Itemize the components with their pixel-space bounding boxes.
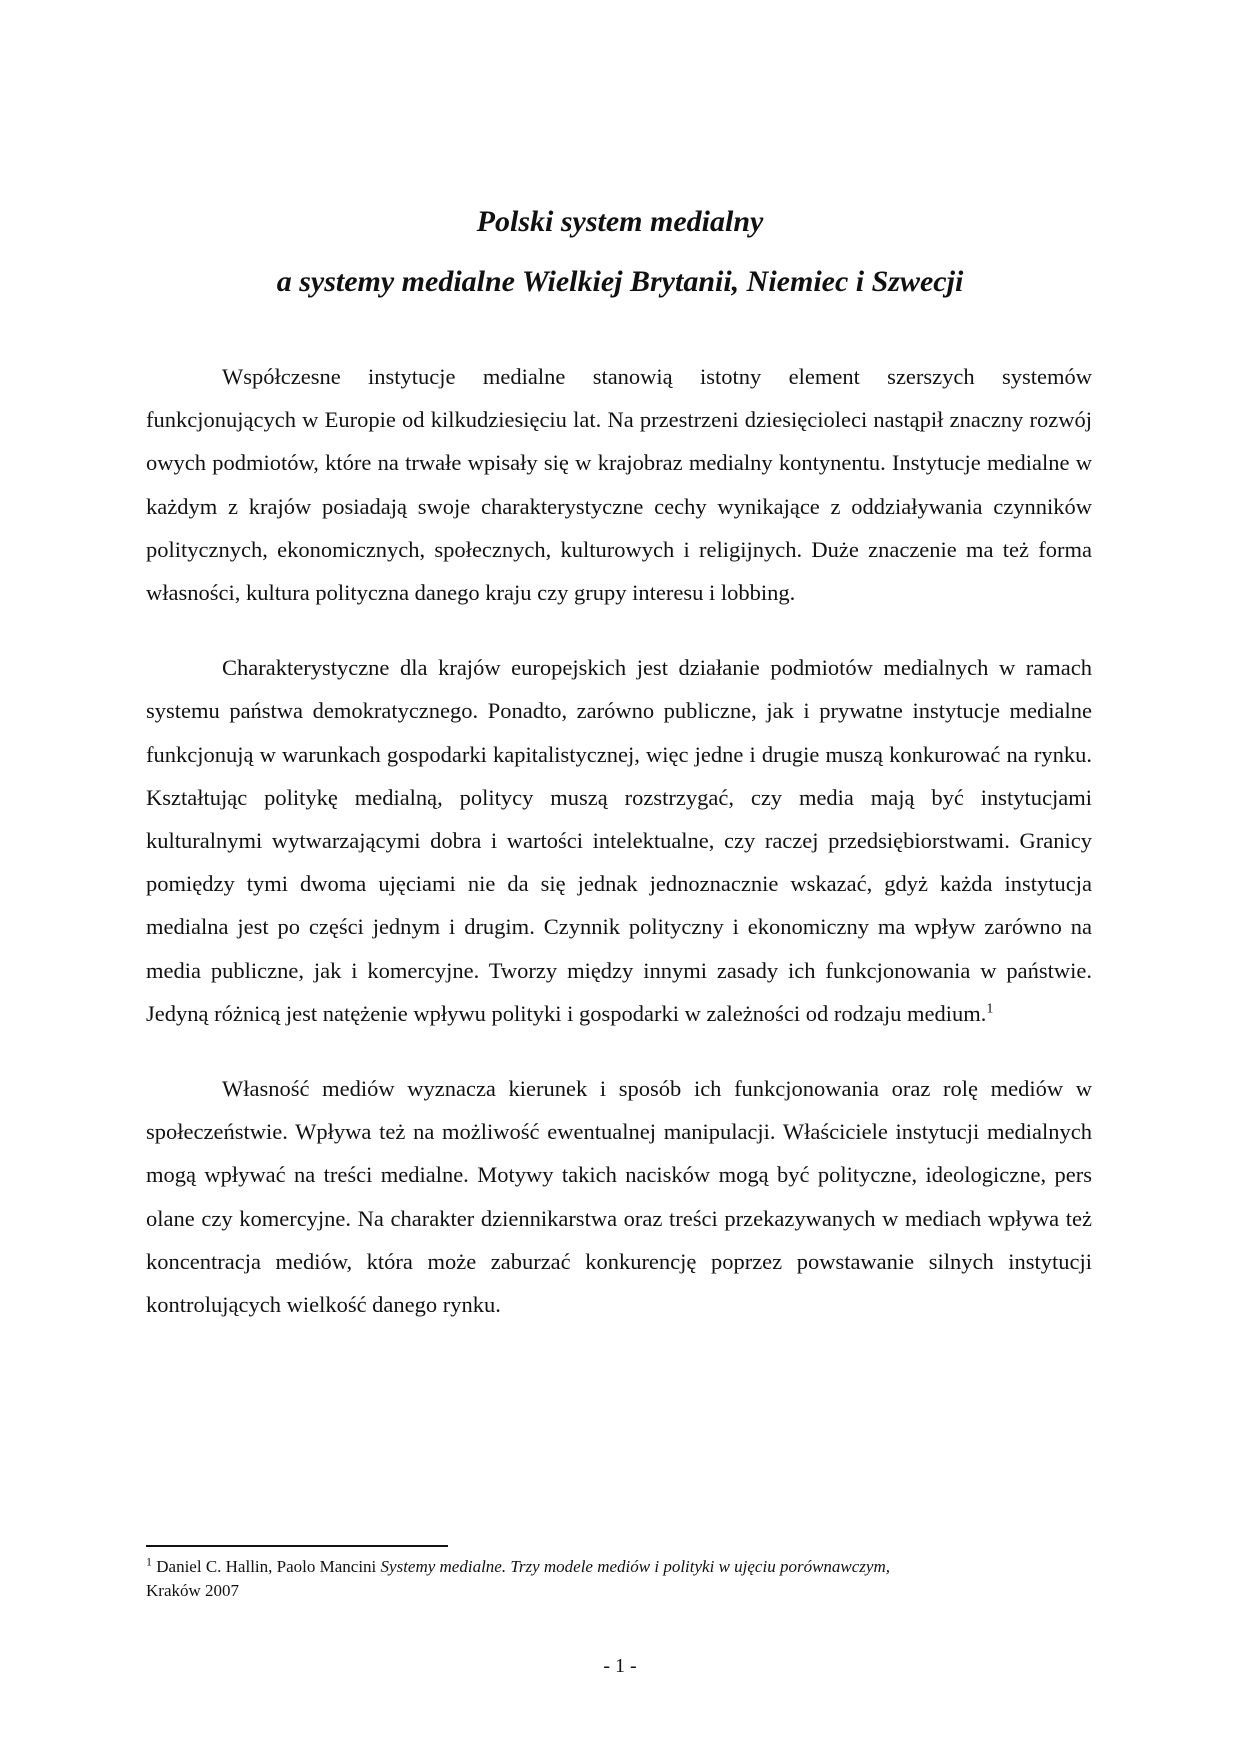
paragraph-2 [146,646,1092,1035]
document-title [0,192,1240,312]
footnote-separator [146,1545,448,1547]
paragraph-3 [146,1067,1092,1326]
paragraph-2-text: Charakterystyczne dla krajów europejskich jest działanie podmiotów medialnych w ramach systemu państwa demokratycznego. Ponadto, zarówno publiczne, jak i prywatne instytucje medialne funkcjonują w warunkach gospodarki kapitalistycznej, więc jedne i drugie muszą konkurować na rynku. Kształtując politykę medialną, politycy muszą rozstrzygać, czy media mają być instytucjami kulturalnymi wytwarzającymi dobra i wartości intelektualne, czy raczej przedsiębiorstwami. Granicy pomiędzy tymi dwoma ujęciami nie da się jednak jednoznacznie wskazać, gdyż każda instytucja medialna jest po części jednym i drugim. Czynnik polityczny i ekonomiczny ma wpływ zarówno na media publiczne, jak i komercyjne. Tworzy między innymi zasady ich funkcjonowania w państwie. Jedyną różnicą jest natężenie wpływu polityki i gospodarki w zależności od rodzaju medium. [146,655,1092,1026]
body-text [146,355,1092,1358]
footnote-authors: Daniel C. Hallin, Paolo Mancini [156,1557,381,1576]
footnote-reference[interactable]: 1 [986,1001,994,1017]
paragraph-1-text: Współczesne instytucje medialne stanowią istotny element szerszych systemów funkcjonujących w Europie od kilkudziesięciu lat. Na przestrzeni dziesięcioleci nastąpił znaczny rozwój owych podmiotów, które na trwałe wpisały się w krajobraz medialny kontynentu. Instytucje medialne w każdym z krajów posiadają swoje charakterystyczne cechy wynikające z oddziaływania czynników politycznych, ekonomicznych, społecznych, kulturowych i religijnych. Duże znaczenie ma też forma własności, kultura polityczna danego kraju czy grupy interesu i lobbing. [146,364,1092,606]
title-line-1: Polski system medialny [476,205,764,238]
title-line-2: a systemy medialne Wielkiej Brytanii, Niemiec i Szwecji [276,265,964,298]
page-number: - 1 - [603,1655,637,1677]
footnote [146,1555,1092,1603]
footnote-place-year: Kraków 2007 [146,1581,240,1600]
paragraph-1 [146,355,1092,614]
paragraph-3-text: Własność mediów wyznacza kierunek i sposób ich funkcjonowania oraz rolę mediów w społeczeństwie. Wpływa też na możliwość ewentualnej manipulacji. Właściciele instytucji medialnych mogą wpływać na treści medialne. Motywy takich nacisków mogą być polityczne, ideologiczne, pers olane czy komercyjne. Na charakter dziennikarstwa oraz treści przekazywanych w mediach wpływa też koncentracja mediów, która może zaburzać konkurencję poprzez powstawanie silnych instytucji kontrolujących wielkość danego rynku. [146,1076,1092,1318]
footnote-number: 1 [146,1554,152,1569]
footnote-book-title: Systemy medialne. Trzy modele mediów i polityki w ujęciu porównawczym, [380,1557,890,1576]
